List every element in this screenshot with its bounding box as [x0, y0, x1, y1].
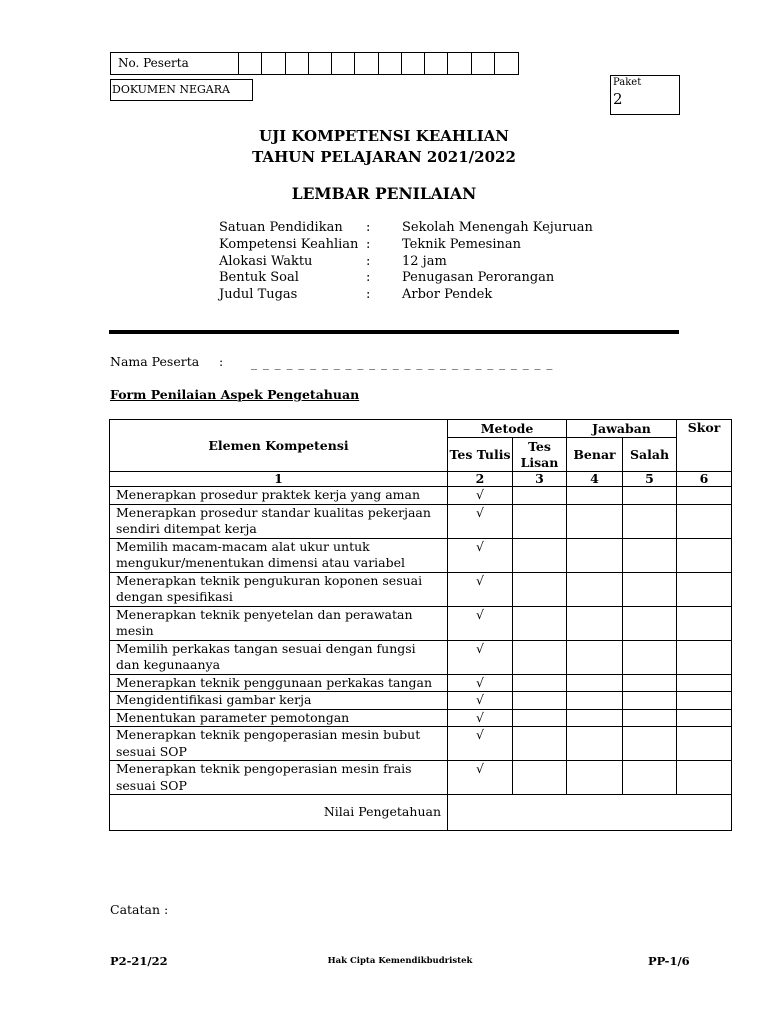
elemen-cell: Menerapkan teknik pengoperasian mesin frais sesuai SOP: [110, 761, 448, 795]
salah-cell[interactable]: [623, 504, 677, 538]
peserta-digit-cell[interactable]: [425, 53, 448, 74]
table-row: [110, 538, 732, 572]
skor-cell[interactable]: [677, 504, 732, 538]
tes-lisan-cell[interactable]: [513, 572, 567, 606]
col-number: 5: [623, 472, 677, 487]
header-elemen: Elemen Kompetensi: [110, 420, 448, 472]
table-row: [110, 487, 732, 505]
elemen-cell: Menerapkan prosedur praktek kerja yang aman: [110, 487, 448, 505]
skor-cell[interactable]: [677, 709, 732, 727]
tes-lisan-cell[interactable]: [513, 487, 567, 505]
header-benar: Benar: [567, 438, 623, 472]
benar-cell[interactable]: [567, 709, 623, 727]
catatan-label: Catatan :: [110, 902, 169, 917]
tes-tulis-check: √: [448, 674, 513, 692]
salah-cell[interactable]: [623, 487, 677, 505]
sheet-title: LEMBAR PENILAIAN: [291, 184, 477, 203]
table-row: [110, 674, 732, 692]
table-row: [110, 761, 732, 795]
tes-tulis-check: √: [448, 640, 513, 674]
info-row: [219, 286, 619, 303]
paket-box: [610, 75, 680, 115]
peserta-digit-cell[interactable]: [448, 53, 471, 74]
info-value: Teknik Pemesinan: [402, 237, 521, 252]
nilai-row: [110, 795, 732, 831]
salah-cell[interactable]: [623, 727, 677, 761]
info-colon: :: [366, 220, 371, 235]
nama-peserta-colon: :: [219, 354, 224, 369]
info-colon: :: [366, 270, 371, 285]
tes-tulis-check: √: [448, 606, 513, 640]
peserta-digit-cell[interactable]: [355, 53, 378, 74]
salah-cell[interactable]: [623, 692, 677, 710]
peserta-digit-cell[interactable]: [402, 53, 425, 74]
info-value: Sekolah Menengah Kejuruan: [402, 220, 593, 235]
skor-cell[interactable]: [677, 692, 732, 710]
peserta-digit-cell[interactable]: [332, 53, 355, 74]
salah-cell[interactable]: [623, 606, 677, 640]
skor-cell[interactable]: [677, 761, 732, 795]
table-row: [110, 572, 732, 606]
header-tes-lisan: Tes Lisan: [513, 438, 567, 472]
elemen-cell: Memilih macam-macam alat ukur untuk mengukur/menentukan dimensi atau variabel: [110, 538, 448, 572]
skor-cell[interactable]: [677, 674, 732, 692]
salah-cell[interactable]: [623, 572, 677, 606]
tes-tulis-check: √: [448, 692, 513, 710]
info-row: [219, 236, 619, 253]
skor-cell[interactable]: [677, 572, 732, 606]
horizontal-rule: [109, 330, 679, 334]
tes-lisan-cell[interactable]: [513, 692, 567, 710]
header-jawaban: Jawaban: [567, 420, 677, 438]
nama-peserta-label: Nama Peserta: [110, 354, 200, 369]
table-row: [110, 606, 732, 640]
tes-lisan-cell[interactable]: [513, 674, 567, 692]
tes-lisan-cell[interactable]: [513, 606, 567, 640]
elemen-cell: Menerapkan prosedur standar kualitas pekerjaan sendiri ditempat kerja: [110, 504, 448, 538]
tes-tulis-check: √: [448, 709, 513, 727]
footer-code: P2-21/22: [110, 954, 168, 968]
tes-tulis-check: √: [448, 538, 513, 572]
elemen-cell: Menerapkan teknik penggunaan perkakas tangan: [110, 674, 448, 692]
tes-lisan-cell[interactable]: [513, 761, 567, 795]
table-row: [110, 727, 732, 761]
peserta-digit-cell[interactable]: [286, 53, 309, 74]
nilai-pengetahuan-label: Nilai Pengetahuan: [110, 795, 448, 831]
tes-tulis-check: √: [448, 761, 513, 795]
paket-value: 2: [613, 90, 623, 108]
salah-cell[interactable]: [623, 538, 677, 572]
info-label: Judul Tugas: [219, 287, 298, 302]
info-label: Bentuk Soal: [219, 270, 299, 285]
nama-peserta-fill-line: _ _ _ _ _ _ _ _ _ _ _ _ _ _ _ _ _ _ _ _ _ _ _ _ _ _: [251, 356, 554, 370]
skor-cell[interactable]: [677, 487, 732, 505]
skor-cell[interactable]: [677, 640, 732, 674]
header-salah: Salah: [623, 438, 677, 472]
elemen-cell: Menerapkan teknik pengukuran koponen sesuai dengan spesifikasi: [110, 572, 448, 606]
tes-tulis-check: √: [448, 487, 513, 505]
info-value: Penugasan Perorangan: [402, 270, 555, 285]
header-tes-tulis: Tes Tulis: [448, 438, 513, 472]
benar-cell[interactable]: [567, 606, 623, 640]
table-row: [110, 709, 732, 727]
skor-cell[interactable]: [677, 538, 732, 572]
peserta-label: No. Peserta: [111, 53, 239, 74]
tes-lisan-cell[interactable]: [513, 538, 567, 572]
benar-cell[interactable]: [567, 674, 623, 692]
peserta-digit-cell[interactable]: [309, 53, 332, 74]
skor-cell[interactable]: [677, 727, 732, 761]
peserta-digit-cell[interactable]: [472, 53, 495, 74]
dokumen-negara-box: DOKUMEN NEGARA: [110, 79, 253, 101]
elemen-cell: Menerapkan teknik pengoperasian mesin bubut sesuai SOP: [110, 727, 448, 761]
footer-copyright: Hak Cipta Kemendikbudristek: [327, 956, 473, 966]
peserta-digit-cell[interactable]: [239, 53, 262, 74]
exam-title: UJI KOMPETENSI KEAHLIAN: [258, 127, 509, 145]
salah-cell[interactable]: [623, 674, 677, 692]
info-colon: :: [366, 237, 371, 252]
tes-tulis-check: √: [448, 572, 513, 606]
peserta-number-box: [110, 52, 519, 75]
elemen-cell: Menentukan parameter pemotongan: [110, 709, 448, 727]
tes-tulis-check: √: [448, 727, 513, 761]
col-number: 6: [677, 472, 732, 487]
col-number: 2: [448, 472, 513, 487]
assessment-table: [109, 419, 732, 831]
info-row: [219, 219, 619, 236]
info-label: Alokasi Waktu: [219, 254, 313, 269]
paket-label: Paket: [613, 77, 642, 88]
benar-cell[interactable]: [567, 761, 623, 795]
col-number: 3: [513, 472, 567, 487]
salah-cell[interactable]: [623, 761, 677, 795]
info-colon: :: [366, 287, 371, 302]
tes-tulis-check: √: [448, 504, 513, 538]
elemen-cell: Memilih perkakas tangan sesuai dengan fungsi dan kegunaanya: [110, 640, 448, 674]
benar-cell[interactable]: [567, 727, 623, 761]
info-label: Satuan Pendidikan: [219, 220, 343, 235]
elemen-cell: Mengidentifikasi gambar kerja: [110, 692, 448, 710]
nilai-pengetahuan-value[interactable]: [448, 795, 732, 831]
footer-page: PP-1/6: [648, 954, 690, 968]
col-number: 1: [110, 472, 448, 487]
benar-cell[interactable]: [567, 538, 623, 572]
header-skor: Skor: [677, 420, 732, 472]
form-title: Form Penilaian Aspek Pengetahuan: [110, 387, 360, 402]
info-colon: :: [366, 254, 371, 269]
benar-cell[interactable]: [567, 504, 623, 538]
peserta-digit-cell[interactable]: [495, 53, 518, 74]
peserta-digit-cell[interactable]: [379, 53, 402, 74]
skor-cell[interactable]: [677, 606, 732, 640]
benar-cell[interactable]: [567, 640, 623, 674]
info-value: Arbor Pendek: [402, 287, 493, 302]
tes-lisan-cell[interactable]: [513, 640, 567, 674]
peserta-digit-cell[interactable]: [262, 53, 285, 74]
peserta-digit-cells: [239, 53, 518, 74]
tes-lisan-cell[interactable]: [513, 709, 567, 727]
col-number: 4: [567, 472, 623, 487]
benar-cell[interactable]: [567, 692, 623, 710]
benar-cell[interactable]: [567, 572, 623, 606]
table-row: [110, 640, 732, 674]
info-label: Kompetensi Keahlian: [219, 237, 359, 252]
tes-lisan-cell[interactable]: [513, 727, 567, 761]
elemen-cell: Menerapkan teknik penyetelan dan perawatan mesin: [110, 606, 448, 640]
academic-year-title: TAHUN PELAJARAN 2021/2022: [252, 148, 516, 166]
table-row: [110, 692, 732, 710]
tes-lisan-cell[interactable]: [513, 504, 567, 538]
benar-cell[interactable]: [567, 487, 623, 505]
info-row: [219, 269, 619, 286]
salah-cell[interactable]: [623, 709, 677, 727]
salah-cell[interactable]: [623, 640, 677, 674]
info-row: [219, 253, 619, 270]
table-row: [110, 504, 732, 538]
header-metode: Metode: [448, 420, 567, 438]
info-value: 12 jam: [402, 254, 447, 269]
